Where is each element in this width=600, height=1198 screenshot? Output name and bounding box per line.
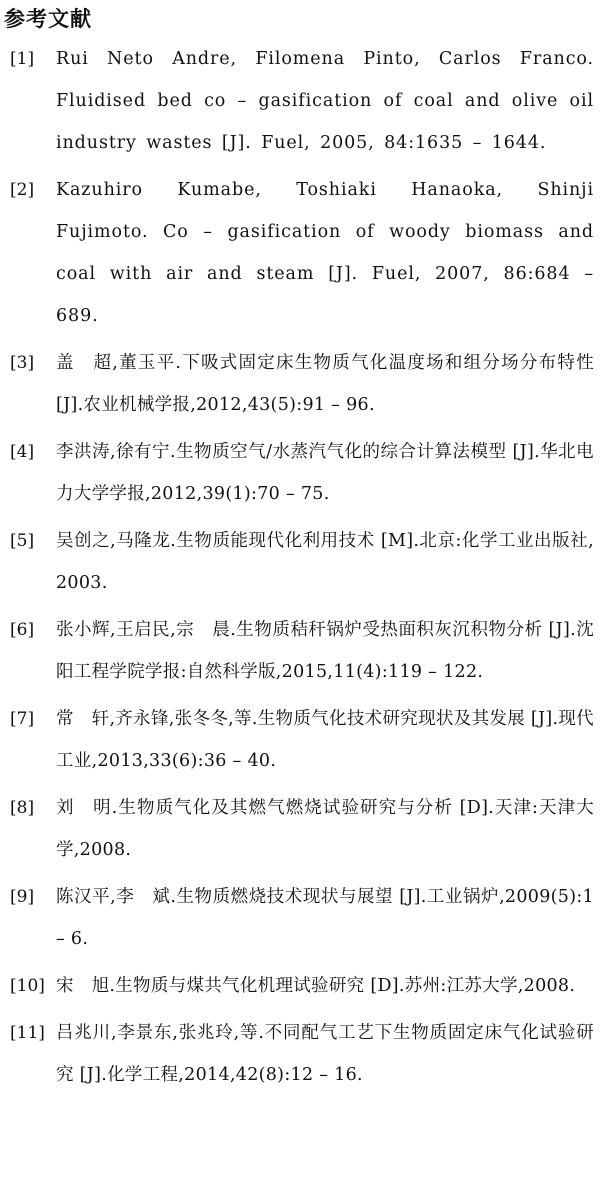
reference-text: 盖 超,董玉平.下吸式固定床生物质气化温度场和组分场分布特性 [J].农业机械学报,2012,43(5):91 – 96. — [56, 353, 594, 415]
reference-text: 吕兆川,李景东,张兆玲,等.不同配气工艺下生物质固定床气化试验研究 [J].化学工程,2014,42(8):12 – 16. — [56, 1023, 594, 1085]
reference-number: [2] — [10, 180, 35, 200]
reference-number: [7] — [10, 709, 35, 729]
reference-text: 张小辉,王启民,宗 晨.生物质秸秆锅炉受热面积灰沉积物分析 [J].沈阳工程学院学报:自然科学版,2015,11(4):119 – 122. — [56, 620, 594, 682]
reference-item — [4, 342, 594, 426]
reference-number: [10] — [10, 976, 45, 996]
reference-item — [4, 431, 594, 515]
reference-item — [4, 38, 594, 164]
reference-number: [6] — [10, 620, 35, 640]
reference-number: [3] — [10, 353, 35, 373]
reference-text: 宋 旭.生物质与煤共气化机理试验研究 [D].苏州:江苏大学,2008. — [56, 976, 576, 996]
reference-item — [4, 965, 594, 1007]
reference-item — [4, 698, 594, 782]
reference-number: [5] — [10, 531, 35, 551]
reference-text: 吴创之,马隆龙.生物质能现代化利用技术 [M].北京:化学工业出版社,2003. — [56, 531, 594, 593]
reference-item — [4, 169, 594, 337]
reference-text: Kazuhiro Kumabe, Toshiaki Hanaoka, Shinji Fujimoto. Co – gasification of woody biomass and coal with air and steam [J]. Fuel, 2007, 86:684 – 689. — [56, 180, 594, 326]
reference-item — [4, 1012, 594, 1096]
reference-number: [8] — [10, 798, 35, 818]
reference-item — [4, 609, 594, 693]
reference-text: 常 轩,齐永锋,张冬冬,等.生物质气化技术研究现状及其发展 [J].现代工业,2013,33(6):36 – 40. — [56, 709, 594, 771]
reference-number: [9] — [10, 887, 35, 907]
reference-text: 李洪涛,徐有宁.生物质空气/水蒸汽气化的综合计算法模型 [J].华北电力大学学报,2012,39(1):70 – 75. — [56, 442, 594, 504]
reference-number: [11] — [10, 1023, 45, 1043]
reference-number: [1] — [10, 49, 35, 69]
reference-text: 陈汉平,李 斌.生物质燃烧技术现状与展望 [J].工业锅炉,2009(5):1 – 6. — [56, 887, 594, 949]
reference-item — [4, 787, 594, 871]
reference-item — [4, 876, 594, 960]
references-heading: 参考文献 — [4, 7, 92, 31]
reference-item — [4, 520, 594, 604]
reference-text: 刘 明.生物质气化及其燃气燃烧试验研究与分析 [D].天津:天津大学,2008. — [56, 798, 594, 860]
reference-list — [4, 38, 594, 1096]
reference-number: [4] — [10, 442, 35, 462]
reference-text: Rui Neto Andre, Filomena Pinto, Carlos Franco. Fluidised bed co – gasification of coal and olive oil industry wastes [J]. Fuel, 2005, 84:1635 – 1644. — [56, 49, 594, 153]
